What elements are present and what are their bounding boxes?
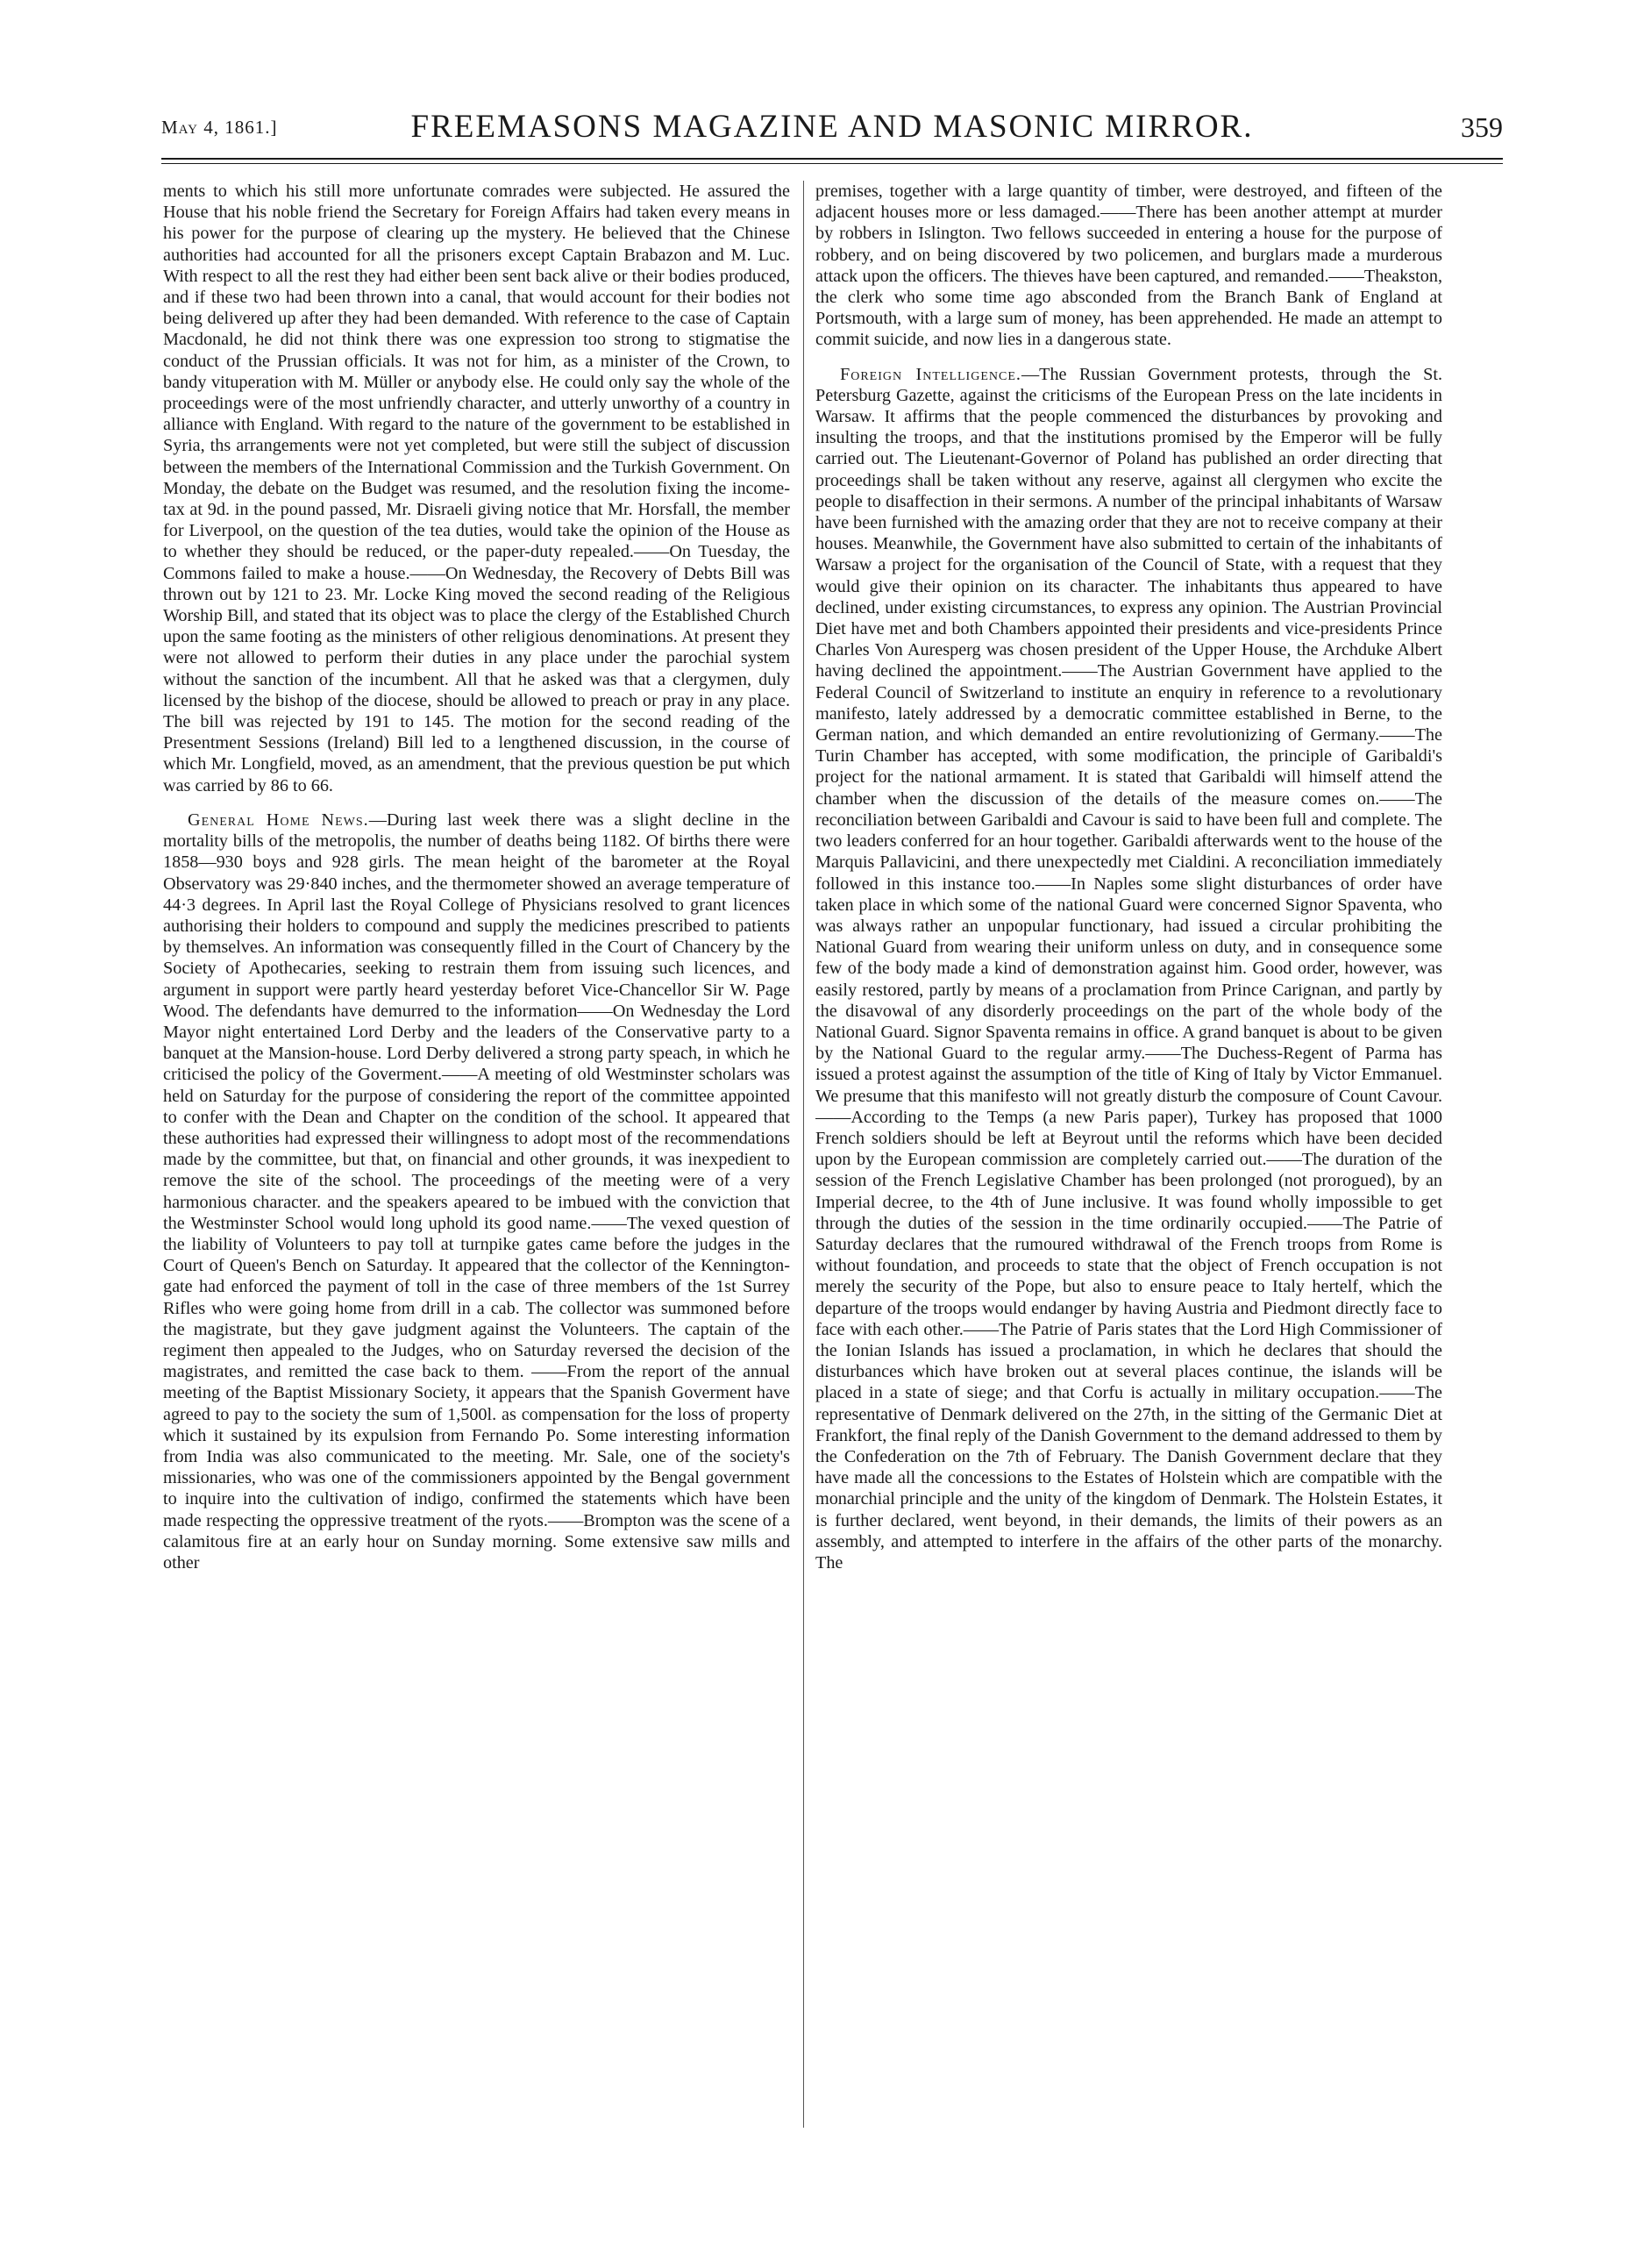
column-divider [803, 181, 804, 2128]
foreign-intelligence-paragraph [815, 364, 1442, 1574]
header-rule-thick [161, 158, 1503, 160]
header-rule-thin [161, 163, 1503, 164]
general-home-news-paragraph [163, 809, 790, 1573]
issue-date: May 4, 1861.] [161, 117, 278, 138]
masthead-title: FREEMASONS MAGAZINE AND MASONIC MIRROR. [410, 109, 1254, 145]
section-lead-foreign-intelligence: Foreign Intelligence. [840, 364, 1021, 384]
home-news-continued-paragraph: premises, together with a large quantity of timber, were destroyed, and fifteen of the adjacent houses more or less damaged.——There has been another attempt at murder by robbers in Islington. Two fellows succeeded in entering a house for the purpose of robbery, and on being discovered by two policemen, and burglars made a murderous attack upon the officers. The thieves have been captured, and remanded.——Theakston, the clerk who some time ago absconded from the Branch Bank of England at Portsmouth, with a large sum of money, has been apprehended. He made an attempt to commit suicide, and now lies in a dangerous state. [815, 182, 1442, 350]
page-number: 359 [1461, 111, 1503, 143]
parliament-continued-paragraph: ments to which his still more unfortunate comrades were subjected. He assured the House that his noble friend the Secretary for Foreign Affairs had taken every means in his power for the purpose of clearing up the mystery. He believed that the Chinese authorities had accounted for all the prisoners except Captain Brabazon and M. Luc. With respect to all the rest they had either been sent back alive or their bodies produced, and if these two had been thrown into a canal, that would account for their bodies not being delivered up after they had been demanded. With reference to the case of Captain Macdonald, he did not think there was one expression too strong to stigmatise the conduct of the Prussian officials. It was not for him, as a minister of the Crown, to bandy vituperation with M. Müller or anybody else. He could only say the whole of the proceedings were of the most unfriendly character, and utterly unworthy of a country in alliance with England. With regard to the nature of the government to be established in Syria, ths arrangements were not yet completed, but were still the subject of discussion between the members of the International Commission and the Turkish Government. On Monday, the debate on the Budget was resumed, and the resolution fixing the income-tax at 9d. in the pound passed, Mr. Disraeli giving notice that Mr. Horsfall, the member for Liverpool, on the question of the tea duties, would take the opinion of the House as to whether they should be reduced, or the paper-duty repealed.——On Tuesday, the Commons failed to make a house.——On Wednesday, the Recovery of Debts Bill was thrown out by 121 to 23. Mr. Locke King moved the second reading of the Religious Worship Bill, and stated that its object was to place the clergy of the Established Church upon the same footing as the ministers of other religious denominations. At present they were not allowed to perform their duties in any place under the parochial system without the sanction of the incumbent. All that he asked was that a clergymen, duly licensed by the bishop of the diocese, should be allowed to preach or pray in any place. The bill was rejected by 191 to 145. The motion for the second reading of the Presentment Sessions (Ireland) Bill led to a lengthened discussion, in the course of which Mr. Longfield, moved, as an amendment, that the previous question be put which was carried by 86 to 66. [163, 182, 790, 795]
left-column [163, 181, 790, 2128]
page-header [161, 110, 1503, 145]
section-lead-general-home-news: General Home News. [188, 809, 369, 830]
general-home-news-body: —During last week there was a slight decline in the mortality bills of the metropolis, the number of deaths being 1182. Of births there were 1858—930 boys and 928 girls. The mean height of the barometer at the Royal Observatory was 29·840 inches, and the thermometer showed an average temperature of 44·3 degrees. In April last the Royal College of Physicians resolved to grant licences authorising their holders to compound and supply the medicines prescribed to patients by themselves. An information was consequently filled in the Court of Chancery by the Society of Apothecaries, seeking to restrain them from issuing such licences, and argument in support were partly heard yesterday beforet Vice-Chancellor Sir W. Page Wood. The defendants have demurred to the information——On Wednesday the Lord Mayor night entertained Lord Derby and the leaders of the Conservative party to a banquet at the Mansion-house. Lord Derby delivered a strong party speach, in which he criticised the policy of the Goverment.——A meeting of old Westminster scholars was held on Saturday for the purpose of considering the report of the committee appointed to confer with the Dean and Chapter on the condition of the school. It appeared that these authorities had expressed their willingness to adopt most of the recommendations made by the committee, but that, on financial and other grounds, it was inexpedient to remove the site of the school. The proceedings of the meeting were of a very harmonious character. and the speakers apeared to be imbued with the conviction that the Westminster School would long uphold its good name.——The vexed question of the liability of Volunteers to pay toll at turnpike gates came before the judges in the Court of Queen's Bench on Saturday. It appeared that the collector of the Kennington-gate had enforced the payment of toll in the case of three members of the 1st Surrey Rifles who were going home from drill in a cab. The collector was summoned before the magistrate, but they gave judgment against the Volunteers. The captain of the regiment then appealed to the Judges, who on Saturday reversed the decision of the magistrates, and remitted the case back to them. ——From the report of the annual meeting of the Baptist Missionary Society, it appears that the Spanish Goverment have agreed to pay to the society the sum of 1,500l. as compensation for the loss of property which it sustained by its expulsion from Fernando Po. Some interesting information from India was also communicated to the meeting. Mr. Sale, one of the society's missionaries, who was one of the commissioners appointed by the Bengal government to inquire into the cultivation of indigo, confirmed the statements which have been made respecting the oppressive treatment of the ryots.——Brompton was the scene of a calamitous fire at an early hour on Sunday morning. Some extensive saw mills and other [163, 809, 790, 1573]
right-column [815, 181, 1442, 2128]
foreign-intelligence-body: —The Russian Government protests, through the St. Petersburg Gazette, against the criticisms of the European Press on the late incidents in Warsaw. It affirms that the people commenced the disturbances by provoking and insulting the troops, and that the institutions promised by the Emperor will be fully carried out. The Lieutenant-Governor of Poland has published an order directing that proceedings shall be taken without any reserve, against all clergymen who excite the people to disaffection in their sermons. A number of the principal inhabitants of Warsaw have been furnished with the amazing order that they are not to receive company at their houses. Meanwhile, the Government have also submitted to certain of the inhabitants of Warsaw a project for the organisation of the Council of State, with a request that they would give their opinion on its character. The inhabitants thus appeared to have declined, under existing circumstances, to express any opinion. The Austrian Provincial Diet have met and both Chambers appointed their presidents and vice-presidents Prince Charles Von Auresperg was chosen president of the Upper House, the Archduke Albert having declined the appointment.——The Austrian Government have applied to the Federal Council of Switzerland to institute an enquiry in reference to a revolutionary manifesto, lately addressed by a democratic committee established in Berne, to the German nation, and which demanded an entire revolutionizing of Germany.——The Turin Chamber has accepted, with some modification, the principle of Garibaldi's project for the national armament. It is stated that Garibaldi will himself attend the chamber when the discussion of the details of the measure comes on.——The reconciliation between Garibaldi and Cavour is said to have been full and complete. The two leaders conferred for an hour together. Garibaldi afterwards went to the house of the Marquis Pallavicini, and there unexpectedly met Cialdini. A reconciliation immediately followed in this instance too.——In Naples some slight disturbances of order have taken place in which some of the national Guard were concerned Signor Spaventa, who was always rather an unpopular functionary, had issued a circular prohibiting the National Guard from wearing their uniform unless on duty, and in consequence some few of the body made a kind of demonstration against him. Good order, however, was easily restored, partly by means of a proclamation from Prince Carignan, and partly by the disavowal of any disorderly proceedings on the part of the whole body of the National Guard. Signor Spaventa remains in office. A grand banquet is about to be given by the National Guard to the regular army.——The Duchess-Regent of Parma has issued a protest against the assumption of the title of King of Italy by Victor Emmanuel. We presume that this manifesto will not greatly disturb the composure of Count Cavour.——According to the Temps (a new Paris paper), Turkey has proposed that 1000 French soldiers should be left at Beyrout until the reforms which have been decided upon by the European commission are completely carried out.——The duration of the session of the French Legislative Chamber has been prolonged (not prorogued), by an Imperial decree, to the 4th of June inclusive. It was found wholly impossible to get through the duties of the session in the time ordinarily occupied.——The Patrie of Saturday declares that the rumoured withdrawal of the French troops from Rome is without foundation, and proceeds to state that the object of French occupation is not merely the security of the Pope, but also to ensure peace to Italy hertelf, which the departure of the troops would endanger by having Austria and Piedmont directly face to face with each other.——The Patrie of Paris states that the Lord High Commissioner of the Ionian Islands has issued a proclamation, in which he declares that should the disturbances which have broken out at several places continue, the islands will be placed in a state of siege; and that Corfu is actually in military occupation.——The representative of Denmark delivered on the 27th, in the sitting of the Germanic Diet at Frankfort, the final reply of the Danish Government to the demand addressed to them by the Confederation on the 7th of February. The Danish Government declare that they have made all the concessions to the Estates of Holstein which are compatible with the monarchial principle and the unity of the kingdom of Denmark. The Holstein Estates, it is further declared, went beyond, in their demands, the limits of their powers as an assembly, and attempted to interfere in the affairs of the other parts of the monarchy. The [815, 364, 1442, 1573]
